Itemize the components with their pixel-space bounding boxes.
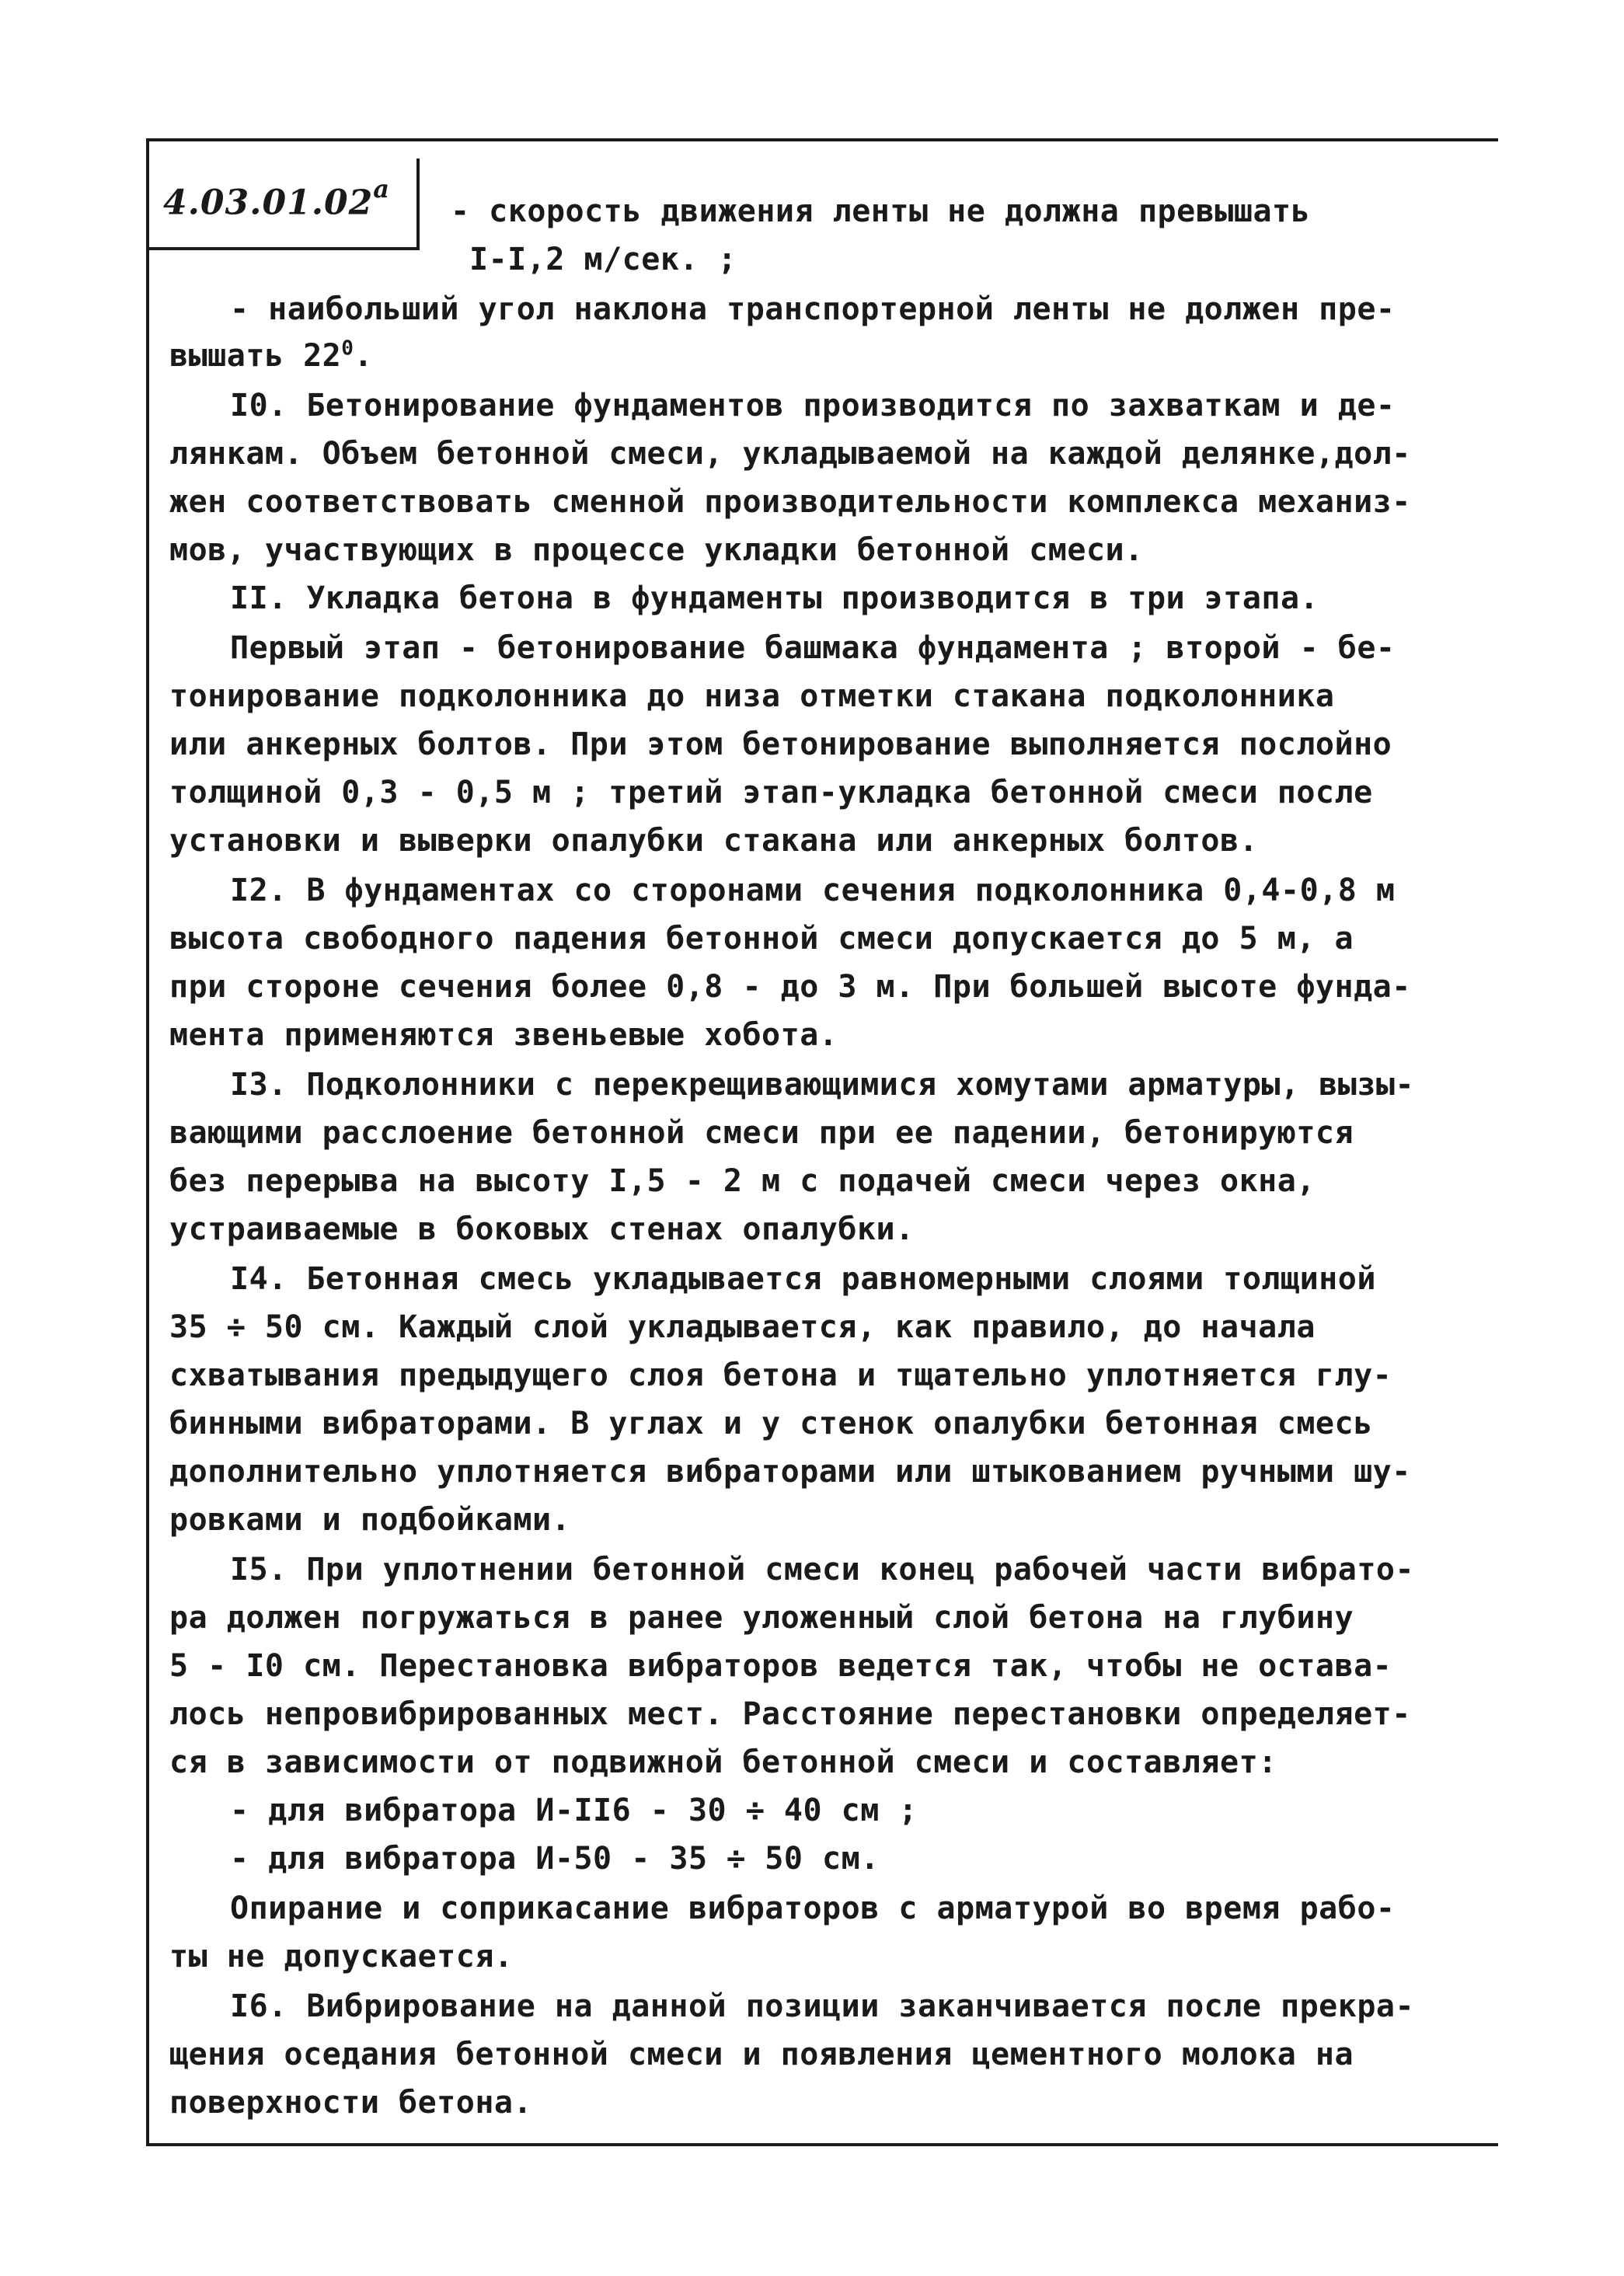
text-line: Опирание и соприкасание вибраторов с арматурой во время рабо- <box>230 1891 1396 1926</box>
text-line: мов, участвующих в процессе укладки бетонной смеси. <box>169 532 1144 568</box>
frame-bottom-border <box>146 2143 1498 2146</box>
text-line: лось непровибрированных мест. Расстояние перестановки определяет- <box>169 1696 1411 1732</box>
text-line: тонирование подколонника до низа отметки стакана подколонника <box>169 678 1335 714</box>
text-line: вышать $22^0$. <box>169 336 373 374</box>
text-line: II. Укладка бетона в фундаменты производится в три этапа. <box>230 580 1319 616</box>
text-line: - скорость движения ленты не должна превышать <box>451 193 1311 229</box>
text-line: лянкам. Объем бетонной смеси, укладываемой на каждой делянке,дол- <box>169 436 1411 472</box>
text-line: - наибольший угол наклона транспортерной ленты не должен пре- <box>230 291 1396 327</box>
text-line: - для вибратора И-50 - 35 ÷ 50 см. <box>230 1841 880 1877</box>
text-line: ровками и подбойками. <box>169 1502 571 1538</box>
text-line: установки и выверки опалубки стакана или анкерных болтов. <box>169 823 1259 859</box>
text-line: щения оседания бетонной смеси и появления цементного молока на <box>169 2037 1354 2072</box>
text-line: без перерыва на высоту I,5 - 2 м с подачей смеси через окна, <box>169 1163 1316 1199</box>
text-line: I6. Вибрирование на данной позиции заканчивается после прекра- <box>230 1988 1415 2024</box>
text-line: I4. Бетонная смесь укладывается равномерными слоями толщиной <box>230 1261 1376 1297</box>
text-line: схватывания предыдущего слоя бетона и тщательно уплотняется глу- <box>169 1358 1392 1393</box>
text-line: I3. Подколонники с перекрещивающимися хомутами арматуры, вызы- <box>230 1067 1415 1103</box>
text-line: ты не допускается. <box>169 1939 514 1975</box>
text-line: бинными вибраторами. В углах и у стенок опалубки бетонная смесь <box>169 1406 1373 1441</box>
document-code-number: 4.03.01.02 <box>163 183 374 223</box>
text-line: устраиваемые в боковых стенах опалубки. <box>169 1211 915 1247</box>
frame-left-border <box>146 138 149 2143</box>
text-line: ра должен погружаться в ранее уложенный слой бетона на глубину <box>169 1600 1354 1636</box>
text-line: ся в зависимости от подвижной бетонной смеси и составляет: <box>169 1744 1277 1780</box>
text-line: жен соответствовать сменной производительности комплекса механиз- <box>169 484 1411 520</box>
text-line: 5 - I0 см. Перестановка вибраторов ведется так, чтобы не остава- <box>169 1648 1392 1684</box>
text-line: I-I,2 м/сек. ; <box>469 242 737 277</box>
document-code-stamp <box>146 159 420 250</box>
document-code <box>163 174 390 223</box>
text-line: при стороне сечения более 0,8 - до 3 м. При большей высоте фунда- <box>169 969 1411 1005</box>
text-line: I2. В фундаментах со сторонами сечения подколонника 0,4-0,8 м <box>230 873 1396 908</box>
text-line: или анкерных болтов. При этом бетонирование выполняется послойно <box>169 727 1392 762</box>
frame-top-border <box>146 138 1498 141</box>
document-code-suffix: а <box>373 174 390 204</box>
text-line: вающими расслоение бетонной смеси при ее падении, бетонируются <box>169 1115 1354 1151</box>
text-line: I5. При уплотнении бетонной смеси конец рабочей части вибрато- <box>230 1552 1415 1588</box>
text-line: I0. Бетонирование фундаментов производится по захваткам и де- <box>230 388 1396 423</box>
text-line: мента применяются звеньевые хобота. <box>169 1017 838 1053</box>
text-line: - для вибратора И-II6 - 30 ÷ 40 см ; <box>230 1793 918 1828</box>
text-line: Первый этап - бетонирование башмака фундамента ; второй - бе- <box>230 630 1396 666</box>
text-line: толщиной 0,3 - 0,5 м ; третий этап-укладка бетонной смеси после <box>169 775 1373 810</box>
text-line: 35 ÷ 50 см. Каждый слой укладывается, как правило, до начала <box>169 1309 1316 1345</box>
text-line: поверхности бетона. <box>169 2085 533 2121</box>
text-line: высота свободного падения бетонной смеси допускается до 5 м, а <box>169 921 1354 957</box>
text-line: дополнительно уплотняется вибраторами или штыкованием ручными шу- <box>169 1454 1411 1490</box>
